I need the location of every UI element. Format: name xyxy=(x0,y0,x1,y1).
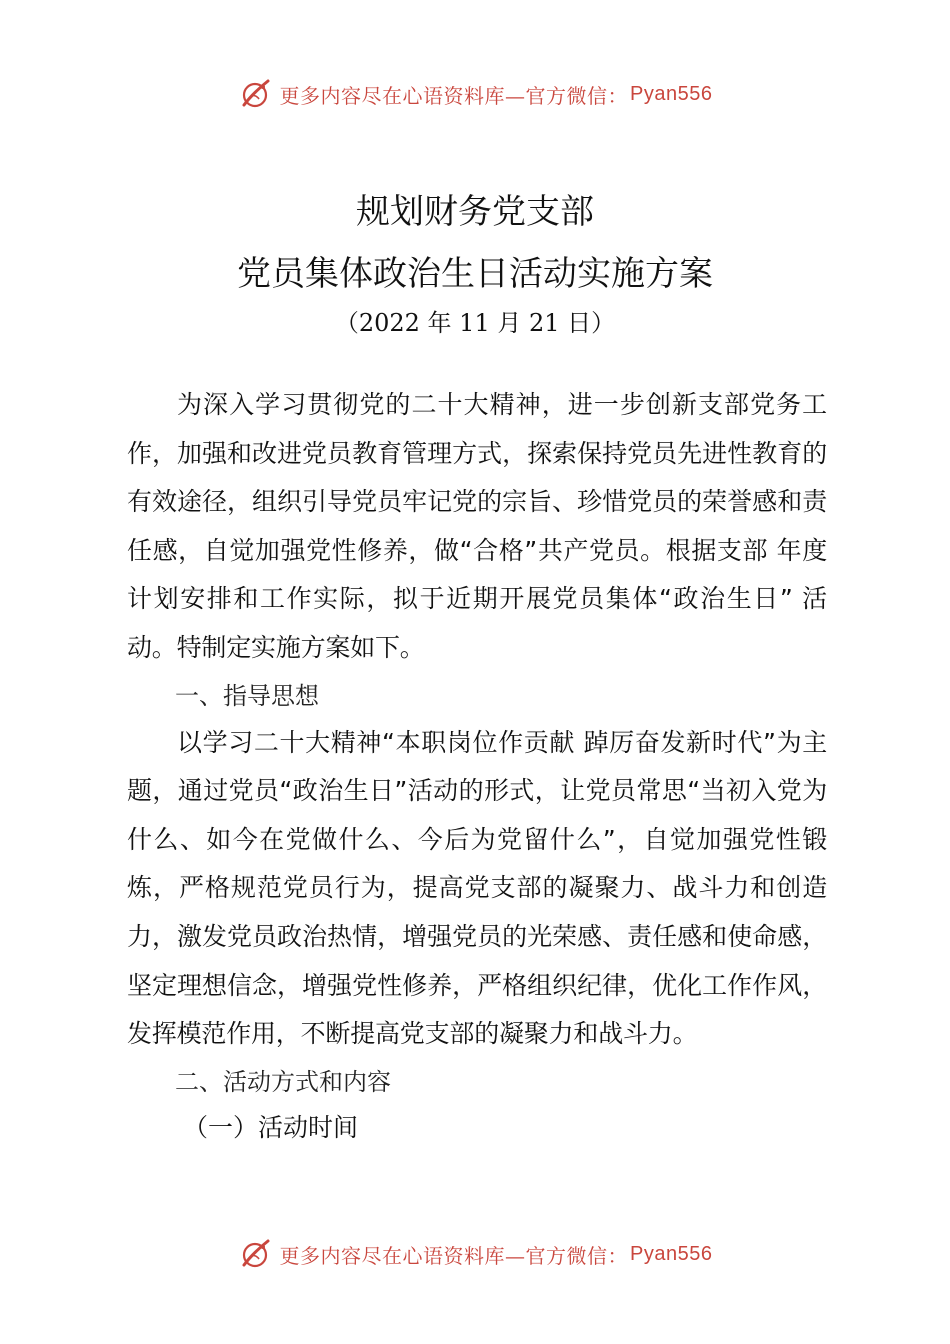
document-title-line2: 党员集体政治生日活动实施方案 xyxy=(237,254,713,294)
section1-paragraph: 以学习二十大精神“本职岗位作贡献 踔厉奋发新时代”为主题，通过党员“政治生日”活动的形式，让党员常思“当初入党为什么、如今在党做什么、今后为党留什么”，自觉加强党性锻炼，严格规范党员行为，提高党支部的凝聚力、战斗力和创造力，激发党员政治热情，增强党员的光荣感、责任感和使命感， 坚定理想信念，增强党性修养，严格组织纪律，优化工作作风， 发挥模范作用，不断提高党支部的凝聚力和战斗力。 xyxy=(127,727,827,1049)
brush-logo-icon xyxy=(238,77,272,111)
section2-heading: 二、活动方式和内容 xyxy=(175,1067,391,1096)
brush-logo-icon xyxy=(238,1237,272,1271)
intro-paragraph: 为深入学习贯彻党的二十大精神，进一步创新支部党务工作，加强和改进党员教育管理方式，探索保持党员先进性教育的有效途径，组织引导党员牢记党的宗旨、珍惜党员的荣誉感和责任感，自觉加强党性修养，做“合格”共产党员。根据支部 年度计划安排和工作实际，拟于近期开展党员集体“政治生日” 活动。特制定实施方案如下。 xyxy=(127,390,827,662)
section1-heading: 一、指导思想 xyxy=(175,681,319,710)
document-date: （2022 年 11 月 21 日） xyxy=(334,309,616,337)
footer-watermark xyxy=(0,1232,950,1276)
header-watermark xyxy=(0,72,950,116)
watermark-wechat-id: Pyan556 xyxy=(630,82,713,105)
watermark-wechat-id: Pyan556 xyxy=(630,1242,713,1265)
document-body xyxy=(127,381,827,1151)
section2-subheading-time: （一）活动时间 xyxy=(183,1112,359,1142)
document-title-line1: 规划财务党支部 xyxy=(356,192,594,232)
watermark-text: 更多内容尽在心语资料库—官方微信： xyxy=(279,83,629,108)
watermark-text: 更多内容尽在心语资料库—官方微信： xyxy=(279,1243,629,1268)
